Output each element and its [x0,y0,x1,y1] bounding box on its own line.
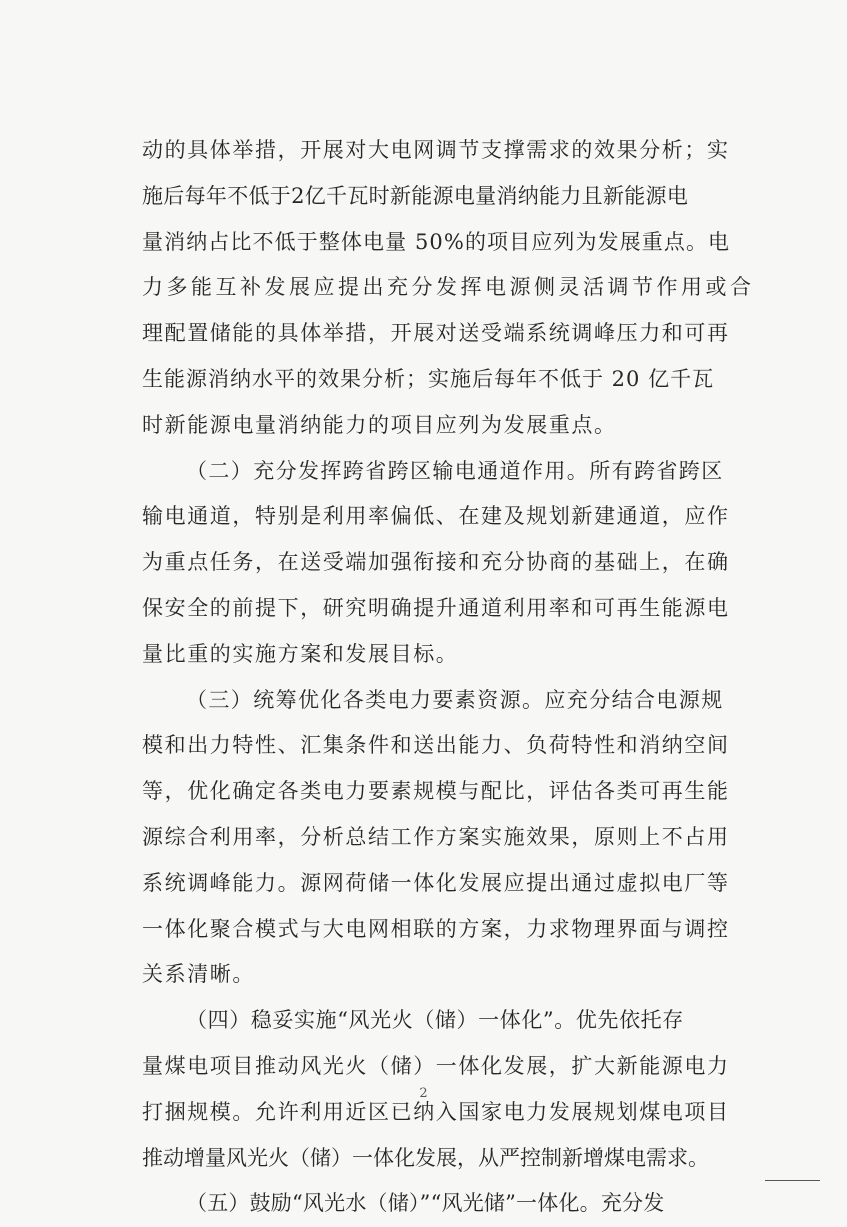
text-line: 打捆规模。允许利用近区已纳入国家电力发展规划煤电项目 [142,1099,730,1124]
text-line: 输电通道，特别是利用率偏低、在建及规划新建通道，应作 [142,504,730,529]
body-text [142,128,755,1227]
text-line: 时新能源电量消纳能力的项目应列为发展重点。 [142,412,617,437]
text-line: 关系清晰。 [142,962,255,987]
text-line: 生能源消纳水平的效果分析；实施后每年不低于 20 亿千瓦 [142,366,715,391]
text-line: 施后每年不低于2亿千瓦时新能源电量消纳能力且新能源电 [142,183,689,208]
text-line: 一体化聚合模式与大电网相联的方案，力求物理界面与调控 [142,916,730,941]
page-number: 2 [419,1086,428,1101]
text-line: 模和出力特性、汇集条件和送出能力、负荷特性和消纳空间 [142,733,730,758]
text-line: 等，优化确定各类电力要素规模与配比，评估各类可再生能 [142,779,730,804]
text-line: 力多能互补发展应提出充分发挥电源侧灵活调节作用或合 [142,275,755,300]
text-line: 量煤电项目推动风光火（储）一体化发展，扩大新能源电力 [142,1053,730,1078]
text-line: 为重点任务，在送受端加强衔接和充分协商的基础上，在确 [142,550,730,575]
text-line: 理配置储能的具体举措，开展对送受端系统调峰压力和可再 [142,321,730,346]
text-line: 动的具体举措，开展对大电网调节支撑需求的效果分析；实 [142,138,730,162]
text-line: 推动增量风光火（储）一体化发展，从严控制新增煤电需求。 [142,1145,709,1170]
paragraph-heading-line: （五）鼓励“风光水（储）”“风光储”一体化。充分发 [186,1191,665,1216]
text-line: 系统调峰能力。源网荷储一体化发展应提出通过虚拟电厂等 [142,870,730,895]
paragraph-heading-line: （四）稳妥实施“风光火（储）一体化”。优先依托存 [186,1008,684,1033]
text-line: 量比重的实施方案和发展目标。 [142,641,459,666]
text-line: 量消纳占比不低于整体电量 50%的项目应列为发展重点。电 [142,229,731,254]
text-line: 保安全的前提下，研究明确提升通道利用率和可再生能源电 [142,595,730,620]
paragraph-heading-line: （二）充分发挥跨省跨区输电通道作用。所有跨省跨区 [186,458,724,483]
paragraph-heading-line: （三）统筹优化各类电力要素资源。应充分结合电源规 [186,687,724,712]
text-line: 源综合利用率，分析总结工作方案实施效果，原则上不占用 [142,824,730,849]
scan-mark [765,1180,820,1181]
